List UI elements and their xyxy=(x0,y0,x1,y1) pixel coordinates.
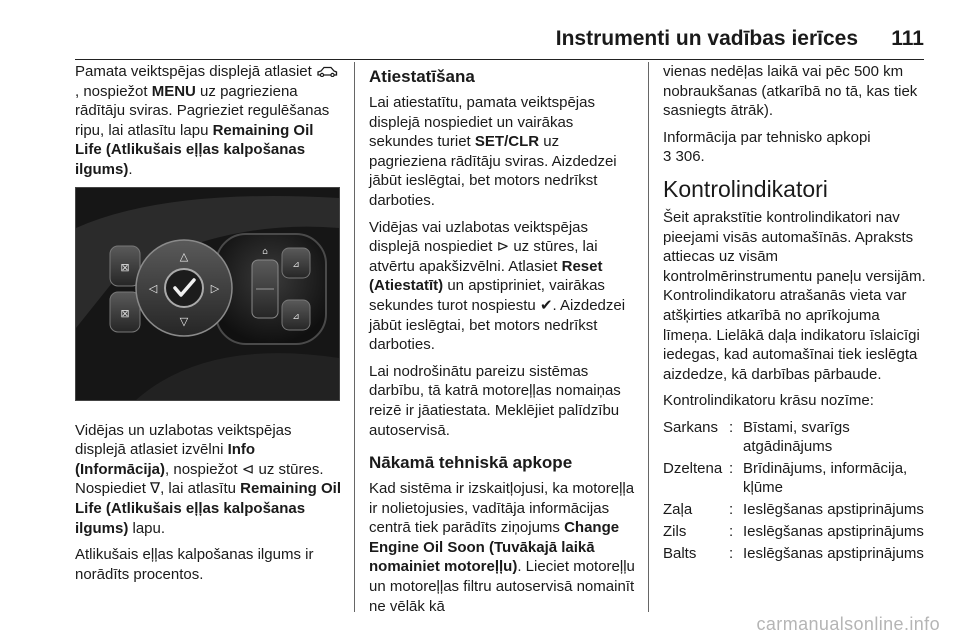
page-title: Instrumenti un vadības ierīces xyxy=(555,27,858,50)
paragraph: Šeit aprakstītie kontrolindikatori nav pieejami visās automašīnās. Apraksts attiecas uz visām kontrolmērinstrumentu paneļu versijām. Kontrolindikatoru atrašanās vieta var atšķirties atkarībā no aprīkojuma līmeņa. Lielākā daļa indikatoru īslaicīgi iedegas, kad automašīnai tiek ieslēgta aizdedze, kā darbības pārbaude. xyxy=(663,208,926,383)
svg-text:⊠: ⊠ xyxy=(120,306,130,320)
bold-term: Change Engine Oil Soon (Tuvākajā laikā nomainiet motoreļļu) xyxy=(369,519,620,576)
bold-term: Info (Informācija) xyxy=(75,441,256,478)
paragraph xyxy=(75,62,341,180)
text: . xyxy=(128,160,133,178)
section-heading-indicators: Kontrolindikatori xyxy=(663,175,828,202)
bold-term: Reset (Atiestatīt) xyxy=(369,257,603,295)
check-icon: ✔ xyxy=(539,296,553,314)
text: Pamata veiktspējas displejā atlasiet xyxy=(75,63,316,80)
text: , nospiežot xyxy=(165,460,242,478)
svg-text:◁: ◁ xyxy=(148,281,158,295)
color-meaning: Ieslēgšanas apstiprinājums xyxy=(743,522,924,540)
down-arrow-icon: ∇ xyxy=(150,480,161,498)
text: Lai atiestatītu, pamata veiktspējas displejā nospiediet un vairākas sekundes turiet xyxy=(369,94,595,151)
text: Vidējas un uzlabotas veiktspējas displejā atlasiet izvēlni xyxy=(75,421,292,459)
separator: : xyxy=(729,522,734,540)
column-divider xyxy=(648,62,649,612)
text: lapu. xyxy=(128,519,166,537)
separator: : xyxy=(729,459,734,477)
section-heading-next-service: Nākamā tehniskā apkope xyxy=(369,453,573,473)
text: uz pagrieziena rādītāju sviras. Aizdedzei jābūt ieslēgtai, bet motors nedrīkst darboties. xyxy=(369,133,617,209)
paragraph xyxy=(663,128,929,167)
text: Informācija par tehnisko apkopi xyxy=(663,128,871,146)
car-icon xyxy=(316,63,338,80)
svg-text:⊠: ⊠ xyxy=(120,260,130,274)
svg-text:▷: ▷ xyxy=(210,281,220,295)
separator: : xyxy=(729,418,734,436)
steering-controls-figure xyxy=(75,187,340,401)
color-name: Zaļa xyxy=(663,500,693,518)
table-row xyxy=(663,544,929,566)
svg-text:△: △ xyxy=(179,249,189,263)
text: uz pagrieziena rādītāju sviras. Pagrieziet regulēšanas ripu, lai atlasītu lapu xyxy=(75,82,330,139)
color-meaning: Ieslēgšanas apstiprinājums xyxy=(743,500,924,518)
table-row xyxy=(663,522,929,544)
text: . Lieciet motoreļļu un motoreļļas filtru autoservisā nomainīt ne vēlāk kā xyxy=(369,558,635,615)
text: , nospiežot xyxy=(75,82,152,100)
section-heading-reset: Atiestatīšana xyxy=(369,67,475,86)
text: . Aizdedzei jābūt ieslēgtai, bet motors nedrīkst darboties. xyxy=(369,296,626,354)
table-row xyxy=(663,459,929,500)
paragraph xyxy=(369,93,635,211)
svg-text:⌂: ⌂ xyxy=(262,246,268,257)
svg-text:⊿: ⊿ xyxy=(292,259,300,270)
paragraph: Kontrolindikatoru krāsu nozīme: xyxy=(663,392,874,410)
page-reference: 3 306. xyxy=(663,148,705,166)
right-arrow-icon: ⊳ xyxy=(496,238,510,256)
separator: : xyxy=(729,500,734,518)
color-name: Sarkans xyxy=(663,418,719,436)
page-header xyxy=(0,27,960,59)
table-row xyxy=(663,418,929,459)
paragraph: Atlikušais eļļas kalpošanas ilgums ir norādīts procentos. xyxy=(75,546,314,583)
svg-text:▽: ▽ xyxy=(179,314,189,328)
svg-text:⊿: ⊿ xyxy=(292,311,300,322)
text: uz stūres, lai atvērtu apakšizvēlni. Atlasiet xyxy=(369,238,598,275)
color-meaning: Brīdinājums, informācija, kļūme xyxy=(743,459,908,496)
page-number: 111 xyxy=(891,27,924,50)
paragraph xyxy=(369,218,635,355)
text: Vidējas vai uzlabotas veiktspējas displejā nospiediet xyxy=(369,218,589,256)
color-meaning-table xyxy=(663,418,929,566)
bold-term: SET/CLR xyxy=(474,133,540,151)
paragraph: vienas nedēļas laikā vai pēc 500 km nobraukšanas (atkarībā no tā, kas tiek sasniegts ātrāk). xyxy=(663,63,918,120)
text: , lai atlasītu xyxy=(160,480,241,498)
paragraph xyxy=(369,479,635,616)
color-name: Zils xyxy=(663,522,687,540)
column-divider xyxy=(354,62,355,612)
left-arrow-icon: ⊲ xyxy=(241,460,255,478)
text: Kad sistēma ir izskaitļojusi, ka motoreļļa ir nolietojusies, vadītāja informācijas centrā tiek parādīts ziņojums xyxy=(369,480,635,537)
text: un apstipriniet, vairākas sekundes turot nospiestu xyxy=(369,277,605,314)
table-row xyxy=(663,500,929,522)
column-3 xyxy=(663,62,929,566)
paragraph: Lai nodrošinātu pareizu sistēmas darbību, tā katrā motoreļļas nomaiņas reizē ir jāatiestata. Meklējiet palīdzību autoservisā. xyxy=(369,362,621,439)
color-name: Dzeltena xyxy=(663,459,723,477)
bold-term: Remaining Oil Life (Atlikušais eļļas kalpošanas ilgums) xyxy=(75,480,341,537)
column-1 xyxy=(75,62,341,591)
watermark: carmanualsonline.info xyxy=(756,614,940,634)
menu-label: MENU xyxy=(151,82,196,100)
separator: : xyxy=(729,544,734,562)
header-rule xyxy=(75,59,924,60)
paragraph xyxy=(75,421,341,539)
bold-term: Remaining Oil Life (Atlikušais eļļas kalpošanas ilgums) xyxy=(75,121,314,178)
color-meaning: Ieslēgšanas apstiprinājums xyxy=(743,544,924,562)
color-meaning: Bīstami, svarīgs atgādinājums xyxy=(743,418,850,455)
text: uz stūres. Nospiediet xyxy=(75,460,324,498)
color-name: Balts xyxy=(663,544,697,562)
column-2 xyxy=(369,62,635,623)
